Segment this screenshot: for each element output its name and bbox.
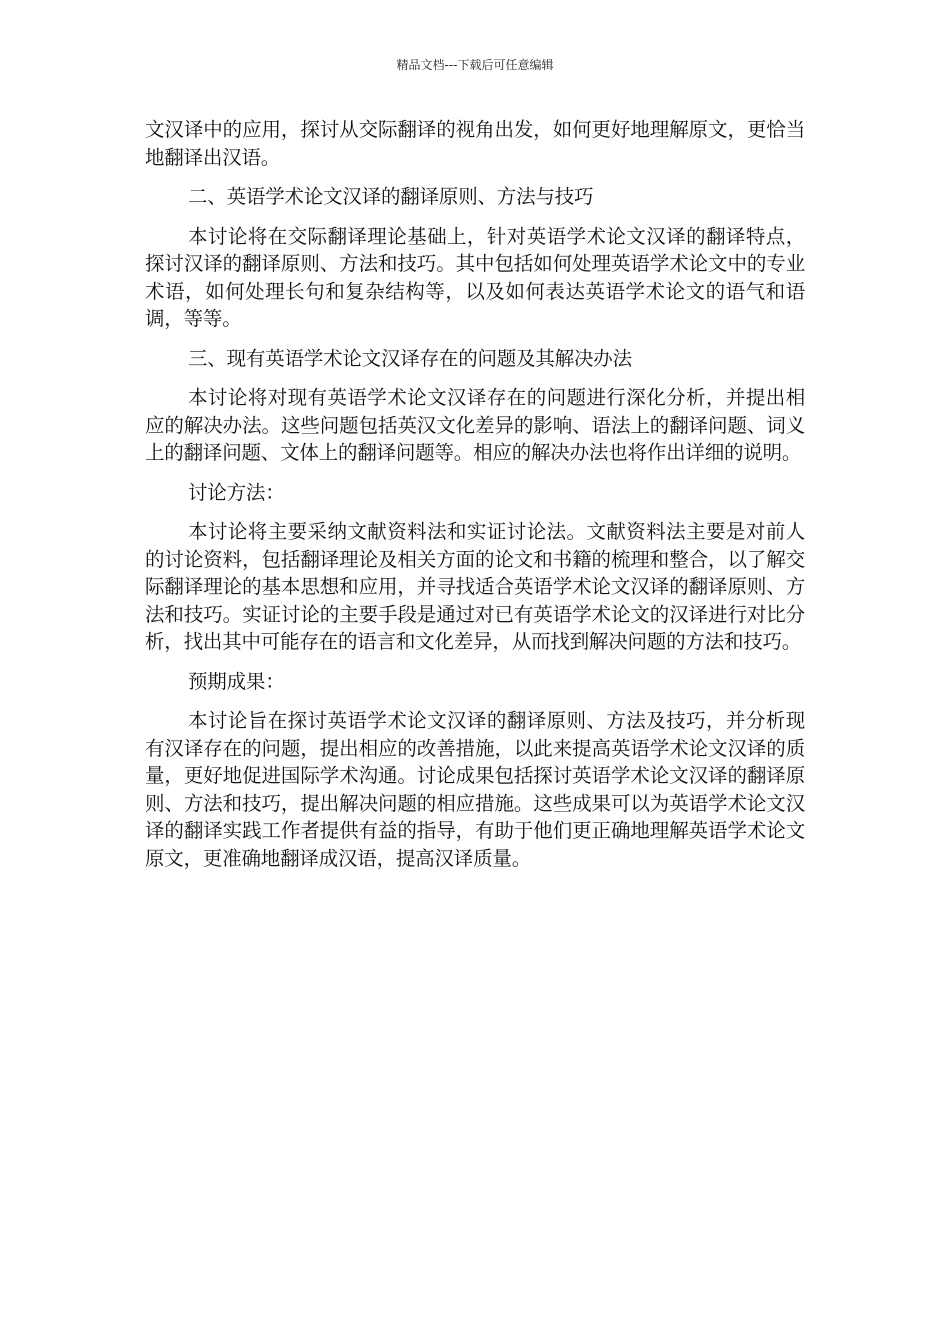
paragraph-expected-results: 本讨论旨在探讨英语学术论文汉译的翻译原则、方法及技巧，并分析现有汉译存在的问题，提出相应的改善措施，以此来提高英语学术论文汉译的质量，更好地促进国际学术沟通。讨论成果包括探讨英语学术论文汉译的翻译原则、方法和技巧，提出解决问题的相应措施。这些成果可以为英语学术论文汉译的翻译实践工作者提供有益的指导，有助于他们更正确地理解英语学术论文原文，更准确地翻译成汉语，提高汉译质量。 (145, 709, 805, 870)
paragraph-continued: 文汉译中的应用，探讨从交际翻译的视角出发，如何更好地理解原文，更恰当地翻译出汉语。 (145, 118, 805, 169)
paragraph-section-3: 本讨论将对现有英语学术论文汉译存在的问题进行深化分析，并提出相应的解决办法。这些问题包括英汉文化差异的影响、语法上的翻译问题、词义上的翻译问题、文体上的翻译问题等。相应的解决办法也将作出详细的说明。 (145, 386, 805, 464)
section-heading-3: 三、现有英语学术论文汉译存在的问题及其解决办法 (188, 346, 632, 370)
paragraph-section-2: 本讨论将在交际翻译理论基础上，针对英语学术论文汉译的翻译特点，探讨汉译的翻译原则、方法和技巧。其中包括如何处理英语学术论文中的专业术语，如何处理长句和复杂结构等，以及如何表达英语学术论文的语气和语调，等等。 (145, 224, 805, 330)
heading-expected-results: 预期成果： (188, 669, 285, 693)
heading-method: 讨论方法： (188, 480, 285, 504)
document-body (145, 116, 805, 884)
page-header: 精品文档---下载后可任意编辑 (396, 58, 554, 72)
section-heading-2: 二、英语学术论文汉译的翻译原则、方法与技巧 (188, 185, 594, 208)
paragraph-method: 本讨论将主要采纳文献资料法和实证讨论法。文献资料法主要是对前人的讨论资料，包括翻译理论及相关方面的论文和书籍的梳理和整合，以了解交际翻译理论的基本思想和应用，并寻找适合英语学术论文汉译的翻译原则、方法和技巧。实证讨论的主要手段是通过对已有英语学术论文的汉译进行对比分析，找出其中可能存在的语言和文化差异，从而找到解决问题的方法和技巧。 (145, 520, 805, 653)
